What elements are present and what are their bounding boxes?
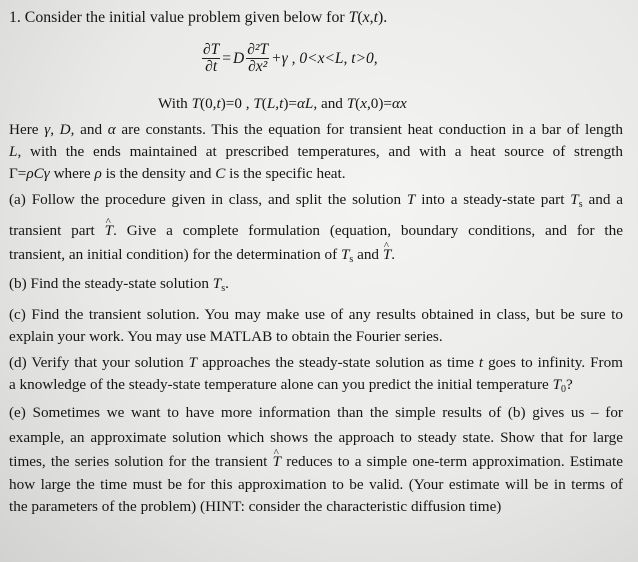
dT-dt-fraction: [202, 42, 220, 75]
math-symbol: T: [552, 376, 562, 393]
heat-equation: [202, 42, 378, 75]
text-segment: (: [261, 95, 267, 112]
text-line: [9, 376, 623, 394]
text-line: [9, 165, 623, 183]
text-segment: (a) Follow the procedure given in class, and split the solution: [9, 191, 407, 208]
d2T-dx2-fraction: [246, 42, 269, 75]
text-line: [9, 498, 623, 516]
text-segment: )=: [283, 95, 297, 112]
math-symbol: t: [216, 95, 221, 112]
text-segment: explain your work. You may use MATLAB to obtain the Fourier series.: [9, 328, 443, 345]
text-segment: times, the series solution for the transient: [9, 453, 273, 470]
text-segment: ,: [369, 9, 374, 26]
math-symbol: L: [9, 143, 18, 160]
fraction-numerator: ∂²T: [247, 41, 269, 58]
text-line: [9, 246, 623, 264]
text-segment: is the density and: [101, 165, 216, 182]
math-symbol: t: [478, 354, 484, 371]
text-segment: approaches the steady-state solution as time: [197, 354, 479, 371]
text-segment: (0,: [200, 95, 217, 112]
math-symbol: T ^: [273, 453, 281, 471]
math-symbol: T: [570, 191, 579, 208]
text-segment: ,0)=: [366, 95, 392, 112]
text-segment: ?: [566, 376, 573, 393]
text-segment: how large the time must be for this approximation to be valid. (Your estimate will be in terms of: [9, 476, 623, 493]
text-segment: a knowledge of the steady-state temperature alone can you predict the initial temperature: [9, 376, 553, 393]
subscript: s: [349, 254, 354, 265]
fraction-denominator: ∂x²: [248, 58, 268, 75]
math-symbol: D: [59, 121, 71, 138]
math-symbol: T: [191, 95, 201, 112]
text-segment: .: [225, 275, 229, 292]
math-symbol: t: [373, 9, 378, 26]
text-segment: and: [353, 246, 383, 263]
equals-sign: =: [222, 49, 232, 67]
math-symbol: ρ: [94, 165, 102, 182]
text-line: [9, 191, 623, 209]
math-symbol: T: [188, 354, 198, 371]
text-line: [9, 429, 623, 447]
text-segment: the parameters of the problem) (HINT: consider the characteristic diffusion time): [9, 498, 502, 515]
text-segment: ,: [50, 121, 60, 138]
diffusion-coefficient: D: [233, 49, 245, 67]
text-segment: is the specific heat.: [225, 165, 346, 182]
text-line: [9, 222, 623, 240]
text-line: [9, 275, 623, 293]
text-segment: (: [357, 9, 363, 26]
math-symbol: x: [360, 95, 367, 112]
text-segment: , with the ends maintained at prescribed temperatures, and with a heat source of strength: [17, 143, 623, 160]
equation-tail: +γ , 0<x<L, t>0,: [271, 49, 378, 67]
text-line: [9, 121, 623, 139]
subscript: s: [221, 283, 226, 294]
text-segment: are constants. This the equation for transient heat conduction in a bar of length: [115, 121, 624, 138]
fraction-denominator: ∂t: [205, 58, 218, 75]
text-segment: (b) Find the steady-state solution: [9, 275, 213, 292]
text-line: [9, 354, 623, 372]
text-line: [9, 453, 623, 471]
math-symbol: L: [266, 95, 276, 112]
math-symbol: αx: [391, 95, 407, 112]
text-segment: transient part: [9, 222, 105, 239]
text-segment: Γ=: [9, 165, 27, 182]
text-segment: goes to infinity. From: [483, 354, 623, 371]
text-line: [9, 476, 623, 494]
text-segment: ,: [275, 95, 280, 112]
text-segment: Here: [9, 121, 45, 138]
math-symbol: T ^: [383, 246, 391, 264]
text-segment: )=0 ,: [220, 95, 254, 112]
text-segment: reduces to a simple one-term approximation. Estimate: [281, 453, 623, 470]
math-symbol: T: [340, 246, 350, 263]
text-segment: , and: [313, 95, 347, 112]
text-segment: into a steady-state part: [415, 191, 571, 208]
text-segment: .: [391, 246, 396, 263]
text-segment: (: [355, 95, 361, 112]
text-line: [9, 306, 623, 324]
text-segment: transient, an initial condition) for the determination of: [9, 246, 341, 263]
text-line: [9, 143, 623, 161]
text-segment: where: [49, 165, 95, 182]
math-symbol: T: [348, 9, 358, 26]
math-symbol: t: [279, 95, 284, 112]
text-segment: . Give a complete formulation (equation, boundary conditions, and for the: [113, 222, 623, 239]
math-symbol: x: [362, 9, 370, 26]
text-segment: 1. Consider the initial value problem given below for: [9, 9, 349, 26]
fraction-numerator: ∂T: [203, 41, 220, 58]
text-segment: ).: [377, 9, 388, 26]
subscript: s: [578, 199, 583, 210]
math-symbol: T: [212, 275, 222, 292]
math-symbol: γ: [44, 121, 51, 138]
text-segment: , and: [70, 121, 108, 138]
math-symbol: T: [346, 95, 356, 112]
text-segment: (e) Sometimes we want to have more information than the simple results of (b) gives us – for: [9, 404, 623, 421]
text-line: [9, 404, 623, 422]
problem-title: [9, 9, 623, 27]
math-symbol: αL: [296, 95, 314, 112]
text-segment: (c) Find the transient solution. You may make use of any results obtained in class, but be sure to: [9, 306, 623, 323]
math-symbol: ρCγ: [26, 165, 50, 182]
math-symbol: C: [215, 165, 226, 182]
subscript: 0: [561, 384, 567, 395]
math-symbol: T: [406, 191, 416, 208]
boundary-initial-conditions: [158, 95, 407, 113]
math-symbol: T: [253, 95, 262, 112]
text-line: [9, 328, 623, 346]
math-symbol: T ^: [105, 222, 113, 240]
text-segment: example, an approximate solution which shows the approach to steady state. Show that for large: [9, 429, 623, 446]
text-segment: (d) Verify that your solution: [9, 354, 189, 371]
text-segment: and a: [582, 191, 623, 208]
math-symbol: α: [107, 121, 116, 138]
text-segment: With: [158, 95, 192, 112]
